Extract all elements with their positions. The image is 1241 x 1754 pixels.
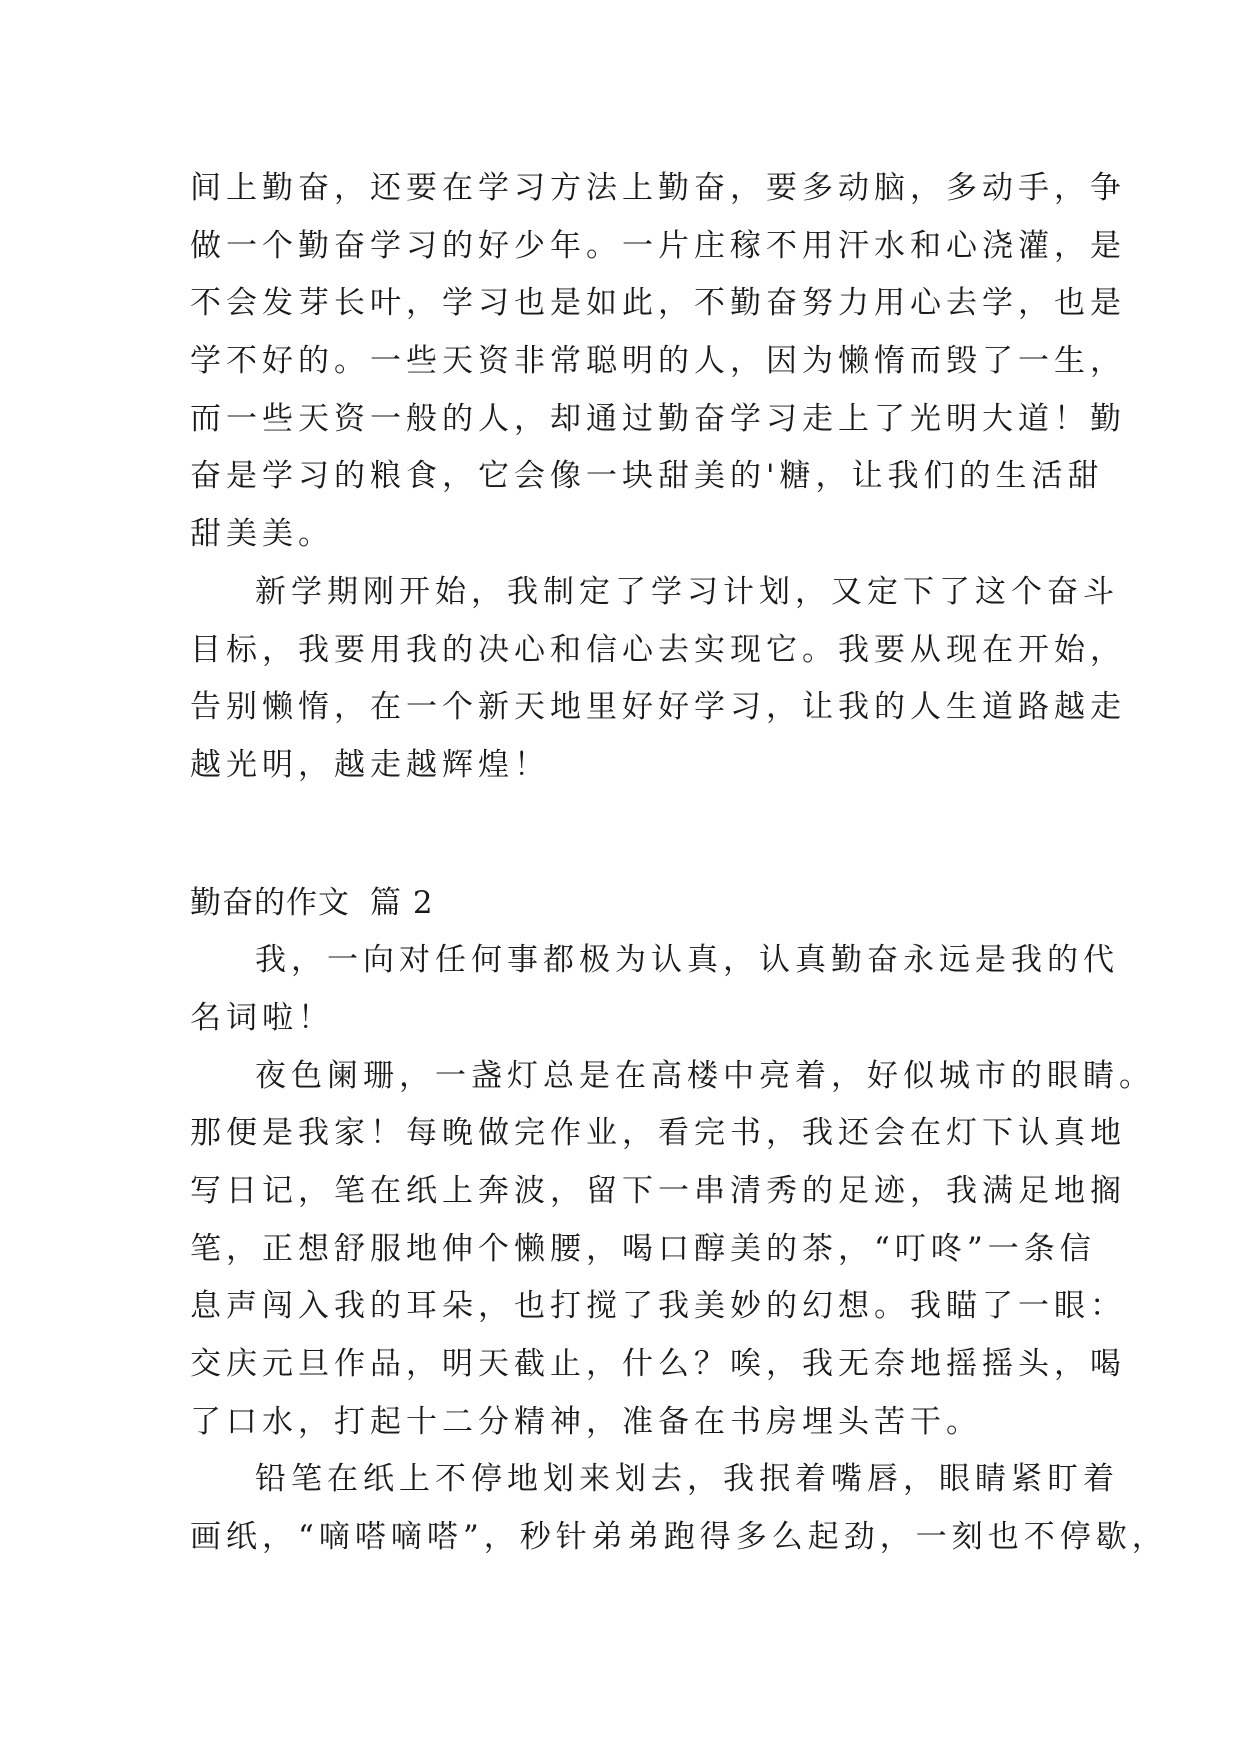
text-line: 做一个勤奋学习的好少年。一片庄稼不用汗水和心浇灌，是	[190, 227, 1126, 264]
text-line: 奋是学习的粮食，它会像一块甜美的'糖，让我们的生活甜	[190, 458, 1104, 495]
text-line: 而一些天资一般的人，却通过勤奋学习走上了光明大道！勤	[190, 400, 1126, 437]
paragraph	[190, 160, 1126, 564]
text-line: 间上勤奋，还要在学习方法上勤奋，要多动脑，多动手，争	[190, 170, 1126, 206]
text-line: 甜美美。	[190, 516, 334, 553]
text-line: 新学期刚开始，我制定了学习计划，又定下了这个奋斗	[255, 573, 1119, 610]
text-line: 那便是我家！每晚做完作业，看完书，我还会在灯下认真地	[190, 1115, 1126, 1152]
text-line: 越光明，越走越辉煌！	[190, 746, 550, 783]
text-line: 交庆元旦作品，明天截止，什么？唉，我无奈地摇摇头，喝	[190, 1346, 1126, 1383]
text-line: 了口水，打起十二分精神，准备在书房埋头苦干。	[190, 1403, 982, 1440]
section-title: 勤奋的作文	[190, 884, 350, 921]
section-label: 篇 2	[370, 884, 434, 921]
text-line: 笔，正想舒服地伸个懒腰，喝口醇美的茶，“叮咚”一条信	[190, 1230, 1096, 1267]
section-gap	[190, 795, 1050, 875]
text-line: 不会发芽长叶，学习也是如此，不勤奋努力用心去学，也是	[190, 285, 1126, 322]
paragraph	[190, 1451, 1168, 1566]
essay-body	[190, 160, 1168, 1567]
text-line: 名词啦！	[190, 999, 334, 1036]
text-line: 画纸，“嘀嗒嘀嗒”，秒针弟弟跑得多么起劲，一刻也不停歇，	[190, 1519, 1168, 1556]
text-line: 息声闯入我的耳朵，也打搅了我美妙的幻想。我瞄了一眼：	[190, 1288, 1126, 1325]
text-line: 我，一向对任何事都极为认真，认真勤奋永远是我的代	[255, 942, 1119, 979]
section-heading	[190, 875, 1050, 933]
text-line: 铅笔在纸上不停地划来划去，我抿着嘴唇，眼睛紧盯着	[255, 1461, 1119, 1498]
paragraph	[190, 1048, 1155, 1452]
text-line: 写日记，笔在纸上奔波，留下一串清秀的足迹，我满足地搁	[190, 1173, 1126, 1209]
paragraph	[190, 932, 1119, 1047]
text-line: 学不好的。一些天资非常聪明的人，因为懒惰而毁了一生，	[190, 343, 1126, 380]
paragraph	[190, 564, 1126, 795]
text-line: 夜色阑珊，一盏灯总是在高楼中亮着，好似城市的眼睛。	[255, 1057, 1155, 1094]
text-line: 目标，我要用我的决心和信心去实现它。我要从现在开始，	[190, 631, 1126, 668]
text-line: 告别懒惰，在一个新天地里好好学习，让我的人生道路越走	[190, 689, 1126, 726]
